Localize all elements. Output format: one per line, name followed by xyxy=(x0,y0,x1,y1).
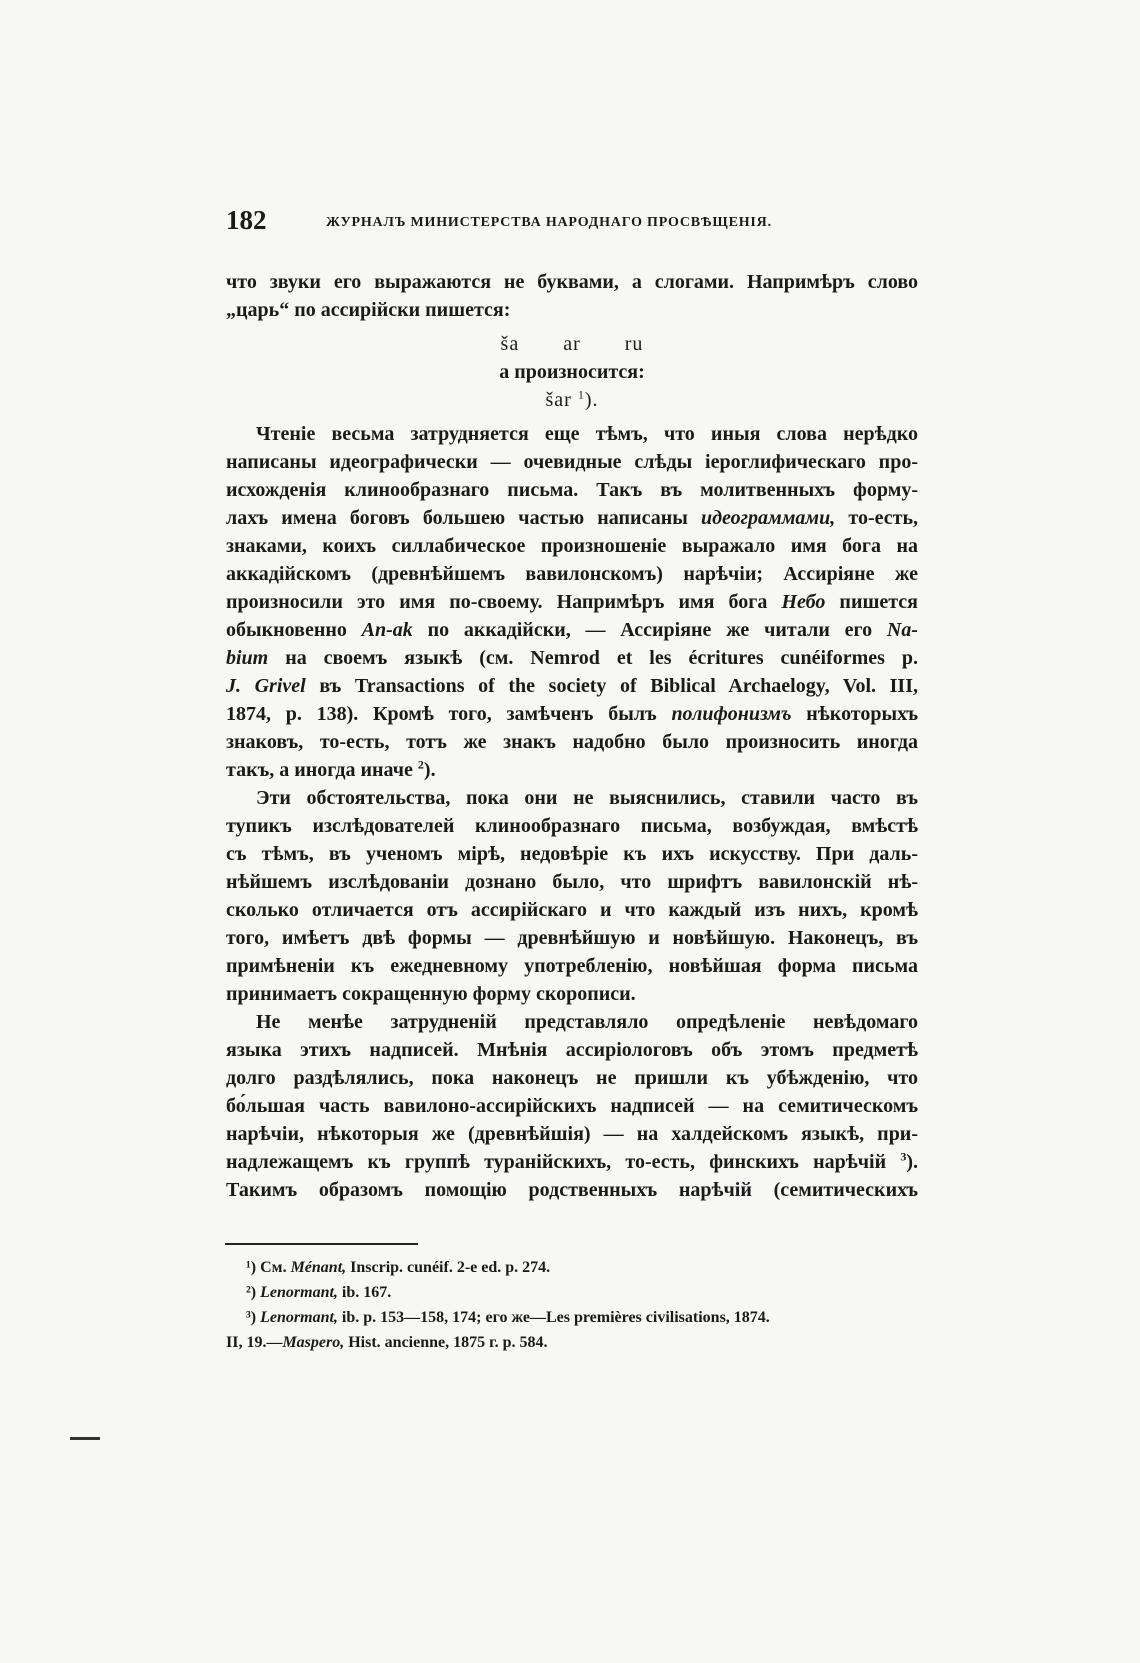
text-run: на своемъ языкѣ (см. Nemrod et les écritures cunéiformes p. xyxy=(285,647,918,669)
text-line xyxy=(226,1148,918,1176)
author-name: Lenormant, xyxy=(260,1309,338,1326)
text-line xyxy=(226,700,918,728)
footnote xyxy=(226,1255,918,1280)
italic-term: An-ak xyxy=(361,619,413,641)
text-line xyxy=(226,504,918,532)
footnote-continuation xyxy=(226,1330,918,1355)
text-line: языка этихъ надписей. Мнѣнія ассиріологовъ объ этомъ предметѣ xyxy=(226,1039,918,1061)
text-run: См. xyxy=(260,1259,287,1276)
text-line: знаковъ, то-есть, тотъ же знакъ надобно было произносить иногда xyxy=(226,731,918,753)
text-line: написаны идеографически — очевидные слѣды іероглифическаго про- xyxy=(226,451,918,473)
text-line: примѣненіи къ ежедневному употребленію, новѣйшая форма письма xyxy=(226,955,918,977)
text-line xyxy=(226,672,918,700)
text-line: аккадійскомъ (древнѣйшемъ вавилонскомъ) нарѣчіи; Ассиріяне же xyxy=(226,563,918,585)
footnote-ref: 2 xyxy=(417,757,424,772)
text-line: Чтеніе весьма затрудняется еще тѣмъ, что иныя слова нерѣдко xyxy=(256,423,918,445)
footnotes xyxy=(226,1255,918,1355)
text-run: пишется xyxy=(839,591,918,613)
text-line: тупикъ изслѣдователей клинообразнаго письма, возбуждая, вмѣстѣ xyxy=(226,815,918,837)
text-line xyxy=(226,644,918,672)
italic-term: bium xyxy=(226,647,269,669)
pronounced-line xyxy=(226,386,918,414)
footnote-mark: ²) xyxy=(246,1284,257,1301)
transliteration-line xyxy=(226,330,918,358)
text-line: принимаетъ сокращенную форму скорописи. xyxy=(226,983,636,1005)
syllable: ru xyxy=(624,333,644,355)
footnote xyxy=(226,1280,918,1305)
pronounced-word: šar xyxy=(545,389,572,411)
text-run: надлежащемъ къ группѣ туранійскихъ, то-есть, финскихъ нарѣчій xyxy=(226,1151,887,1173)
text-line: „царь“ по ассирійски пишется: xyxy=(226,299,511,321)
text-line: знаками, коихъ силлабическое произношеніе выражало имя бога на xyxy=(226,535,918,557)
text-run: въ Transactions of the society of Biblical Archaelogy, Vol. III, xyxy=(319,675,918,697)
footnote-divider xyxy=(225,1243,418,1245)
pronounced-label: а произносится: xyxy=(499,361,645,383)
text-run: ib. p. 153—158, 174; его же—Les premières civilisations, 1874. xyxy=(341,1309,770,1326)
margin-mark xyxy=(70,1437,100,1440)
text-line: сколько отличается отъ ассирійскаго и что каждый изъ нихъ, кромѣ xyxy=(226,899,918,921)
text-line xyxy=(226,588,918,616)
text-line: Эти обстоятельства, пока они не выяснились, ставили часто въ xyxy=(256,787,918,809)
text-line: исхожденія клинообразнаго письма. Такъ въ молитвенныхъ форму- xyxy=(226,479,918,501)
text-line: Не менѣе затрудненій представляло опредѣленіе невѣдомаго xyxy=(256,1011,918,1033)
author-name: Maspero, xyxy=(282,1334,345,1351)
syllable: ša xyxy=(500,333,520,355)
punctuation: ). xyxy=(423,759,436,781)
text-run: 1874, p. 138). Кромѣ того, замѣченъ былъ xyxy=(226,703,657,725)
author-name: Lenormant, xyxy=(260,1284,338,1301)
text-line: нарѣчіи, нѣкоторыя же (древнѣйшія) — на халдейскомъ языкѣ, при- xyxy=(226,1123,918,1145)
footnote-ref: 1 xyxy=(577,387,585,402)
footnote-mark: ¹) xyxy=(246,1259,257,1276)
text-run: произносили это имя по-своему. Напримѣръ имя бога xyxy=(226,591,768,613)
punctuation: ). xyxy=(906,1151,918,1173)
main-text xyxy=(226,268,918,1204)
text-line xyxy=(226,756,918,784)
text-run: то-есть, xyxy=(848,507,918,529)
text-line: бо́льшая часть вавилоно-ассирійскихъ надписей — на семитическомъ xyxy=(226,1095,918,1117)
text-line: нѣйшемъ изслѣдованіи дознано было, что шрифтъ вавилонскій нѣ- xyxy=(226,871,918,893)
text-run: по аккадійски, — Ассиріяне же читали его xyxy=(427,619,873,641)
italic-term: J. Grivel xyxy=(226,675,306,697)
page-header xyxy=(226,205,918,245)
text-run: Inscrip. cunéif. 2-e ed. p. 274. xyxy=(350,1259,551,1276)
text-line: съ тѣмъ, въ ученомъ мірѣ, недовѣріе къ ихъ искусству. При даль- xyxy=(226,843,918,865)
page-number: 182 xyxy=(226,205,267,235)
text-run: такъ, а иногда иначе xyxy=(226,759,413,781)
text-line xyxy=(226,616,918,644)
text-line: того, имѣетъ двѣ формы — древнѣйшую и новѣйшую. Наконецъ, въ xyxy=(226,927,918,949)
text-line: Такимъ образомъ помощію родственныхъ нарѣчій (семитическихъ xyxy=(226,1179,918,1201)
text-run: лахъ имена боговъ большею частью написаны xyxy=(226,507,688,529)
footnote-mark: ³) xyxy=(246,1309,257,1326)
running-head: ЖУРНАЛЪ МИНИСТЕРСТВА НАРОДНАГО ПРОСВѢЩЕНІЯ. xyxy=(326,215,772,230)
author-name: Ménant, xyxy=(290,1259,347,1276)
punctuation: ). xyxy=(584,389,599,411)
footnote-ref: 3 xyxy=(900,1149,907,1164)
italic-term: Небо xyxy=(781,591,826,613)
text-run: обыкновенно xyxy=(226,619,347,641)
syllable: ar xyxy=(563,333,581,355)
italic-term: идеограммами, xyxy=(700,507,836,529)
italic-term: полифонизмъ xyxy=(671,703,792,725)
italic-term: Na- xyxy=(886,619,918,641)
text-run: II, 19.— xyxy=(226,1334,283,1351)
text-run: Hist. ancienne, 1875 г. p. 584. xyxy=(348,1334,548,1351)
text-run: ib. 167. xyxy=(341,1284,392,1301)
text-line: что звуки его выражаются не буквами, а слогами. Напримѣръ слово xyxy=(226,271,918,293)
footnote xyxy=(226,1305,918,1330)
text-run: нѣкоторыхъ xyxy=(806,703,918,725)
text-line: долго раздѣлялись, пока наконецъ не пришли къ убѣжденію, что xyxy=(226,1067,918,1089)
